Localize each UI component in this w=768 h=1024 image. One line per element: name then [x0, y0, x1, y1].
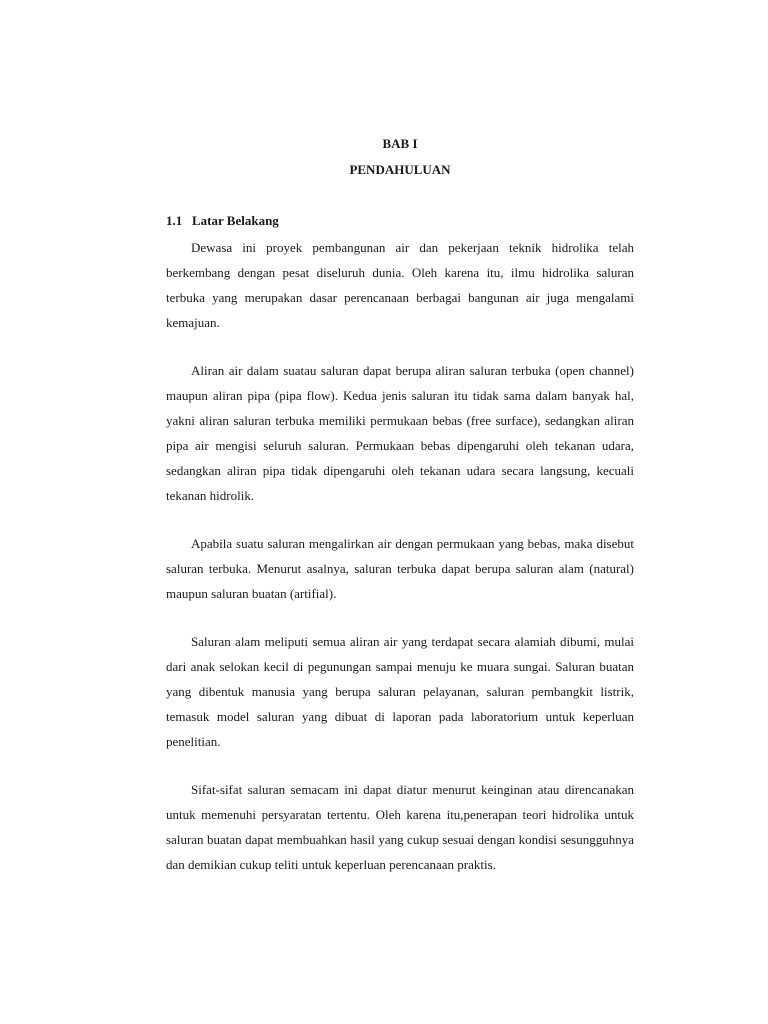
- chapter-number: BAB I: [382, 136, 418, 151]
- chapter-title: PENDAHULUAN: [349, 162, 451, 177]
- section-number: 1.1: [166, 213, 183, 228]
- section-heading: [166, 211, 279, 231]
- paragraph-2: Aliran air dalam suatau saluran dapat berupa aliran saluran terbuka (open channel) maupun aliran pipa (pipa flow). Kedua jenis saluran itu tidak sama dalam banyak hal, yakni aliran saluran terbuka memiliki permukaan bebas (free surface), sedangkan aliran pipa air mengisi seluruh saluran. Permukaan bebas dipengaruhi oleh tekanan udara, sedangkan aliran pipa tidak dipengaruhi oleh tekanan udara secara langsung, kecuali tekanan hidrolik.: [166, 363, 634, 503]
- paragraph-5: Sifat-sifat saluran semacam ini dapat diatur menurut keinginan atau direncanakan untuk memenuhi persyaratan tertentu. Oleh karena itu,penerapan teori hidrolika untuk saluran buatan dapat membuahkan hasil yang cukup sesuai dengan kondisi sesungguhnya dan demikian cukup teliti untuk keperluan perencanaan praktis.: [166, 782, 634, 872]
- paragraph-1: Dewasa ini proyek pembangunan air dan pekerjaan teknik hidrolika telah berkembang dengan pesat diseluruh dunia. Oleh karena itu, ilmu hidrolika saluran terbuka yang merupakan dasar perencanaan berbagai bangunan air juga mengalami kemajuan.: [166, 240, 634, 330]
- paragraph-4: Saluran alam meliputi semua aliran air yang terdapat secara alamiah dibumi, mulai dari anak selokan kecil di pegunungan sampai menuju ke muara sungai. Saluran buatan yang dibentuk manusia yang berupa saluran pelayanan, saluran pembangkit listrik, temasuk model saluran yang dibuat di laporan pada laboratorium untuk keperluan penelitian.: [166, 634, 634, 749]
- section-title: Latar Belakang: [192, 213, 279, 228]
- body-text: [166, 235, 634, 877]
- paragraph-3: Apabila suatu saluran mengalirkan air dengan permukaan yang bebas, maka disebut saluran terbuka. Menurut asalnya, saluran terbuka dapat berupa saluran alam (natural) maupun saluran buatan (artifial).: [166, 536, 634, 601]
